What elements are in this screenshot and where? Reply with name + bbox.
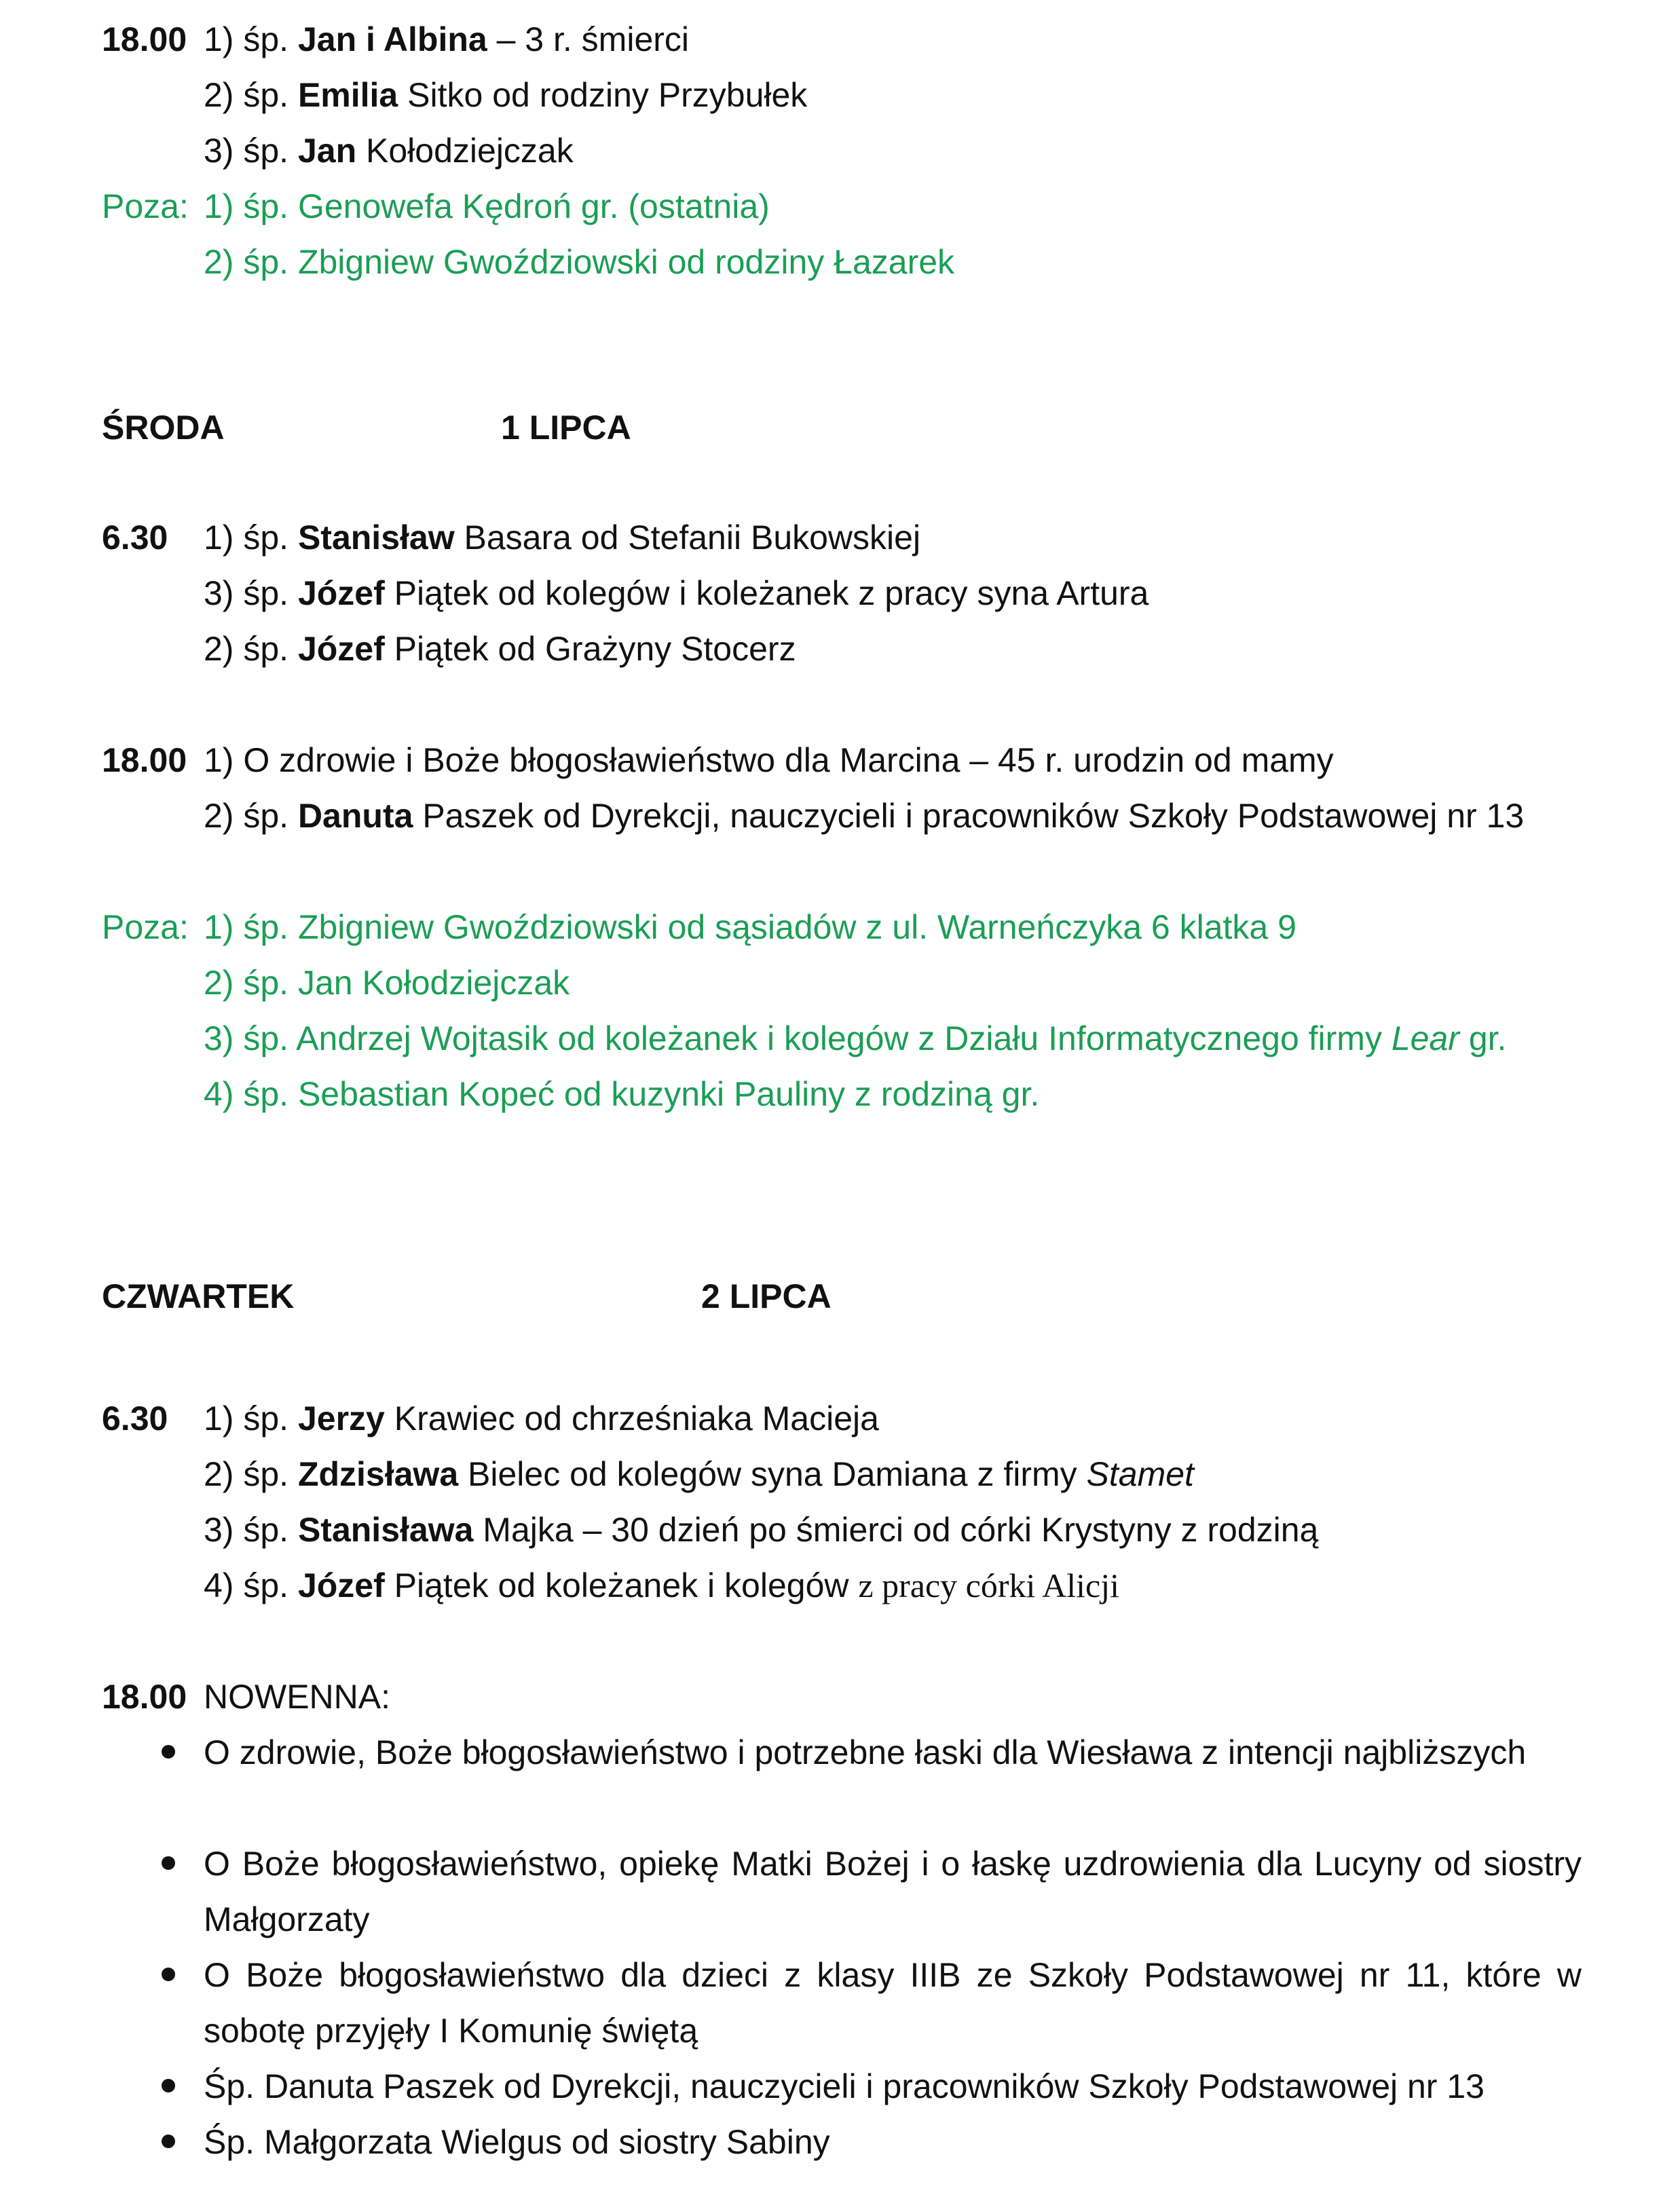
day-heading: CZWARTEK — [102, 1277, 295, 1315]
mass-time: 18.00 — [102, 1678, 187, 1716]
intention: 1) śp. Genowefa Kędroń gr. (ostatnia) — [204, 187, 770, 225]
day-heading: ŚRODA — [102, 409, 225, 447]
novena-item: Śp. Małgorzata Wielgus od siostry Sabiny — [204, 2114, 1582, 2170]
novena-label: NOWENNA: — [204, 1678, 390, 1716]
mass-time: 6.30 — [102, 519, 168, 557]
date-heading: 1 LIPCA — [501, 409, 631, 447]
mass-time: 18.00 — [102, 741, 187, 779]
mass-time: 18.00 — [102, 20, 187, 58]
date-heading: 2 LIPCA — [701, 1277, 832, 1315]
poza-label: Poza: — [102, 187, 189, 225]
novena-item: Śp. Danuta Paszek od Dyrekcji, nauczycieli i pracowników Szkoły Podstawowej nr 13 — [204, 2059, 1582, 2114]
mass-time: 6.30 — [102, 1399, 168, 1437]
novena-item: O Boże błogosławieństwo, opiekę Matki Bożej i o łaskę uzdrowienia dla Lucyny od siostry Małgorzaty — [204, 1836, 1582, 1947]
poza-label: Poza: — [102, 908, 189, 946]
novena-item: O zdrowie, Boże błogosławieństwo i potrzebne łaski dla Wiesława z intencji najbliższych — [204, 1725, 1582, 1780]
novena-item: O Boże błogosławieństwo dla dzieci z klasy IIIB ze Szkoły Podstawowej nr 11, które w sobotę przyjęły I Komunię świętą — [204, 1947, 1582, 2059]
intention: 1) śp. Jan i Albina – 3 r. śmierci — [204, 20, 690, 58]
